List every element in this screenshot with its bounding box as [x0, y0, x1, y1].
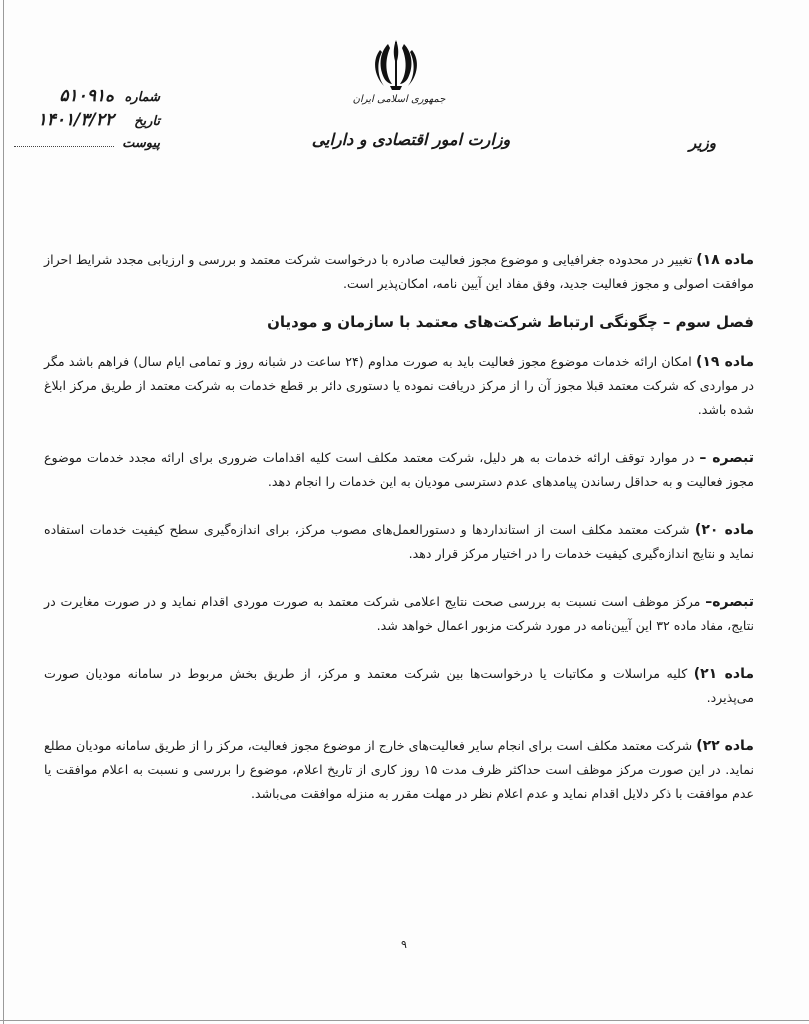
letter-attachment [10, 136, 160, 151]
note-2 [44, 590, 754, 638]
date-label: تاریخ [134, 114, 160, 129]
article-heading: ماده ۲۰) [694, 522, 754, 538]
article-heading: ماده ۲۱) [693, 666, 754, 682]
article-18 [44, 248, 754, 296]
scan-edge-bottom [0, 1020, 809, 1021]
scan-edge-left [3, 0, 4, 1024]
article-text: شرکت معتمد مکلف است از استانداردها و دستورالعمل‌های مصوب مرکز، برای اندازه‌گیری سطح کیفیت خدمات استفاده نماید و نتایج اندازه‌گیری کیفیت خدمات را در اختیار مرکز قرار دهد. [44, 522, 754, 561]
article-text: تغییر در محدوده جغرافیایی و موضوع مجوز فعالیت صادره با درخواست شرکت معتمد و بررسی و ارزیابی مجدد شرایط احراز موافقت اصولی و مجوز فعالیت جدید، وفق مفاد این آیین نامه، امکان‌پذیر است. [44, 252, 754, 291]
ministry-name: وزارت امور اقتصادی و دارایی [311, 130, 511, 149]
article-text: کلیه مراسلات و مکاتبات یا درخواست‌ها بین شرکت معتمد و مرکز، از طریق بخش مربوط در سامانه مودیان صورت می‌پذیرد. [44, 666, 754, 705]
letter-date [10, 110, 160, 130]
article-heading: ماده ۱۹) [695, 354, 754, 370]
chapter-title: فصل سوم – چگونگی ارتباط شرکت‌های معتمد با سازمان و مودیان [267, 313, 754, 331]
letter-number [10, 86, 160, 106]
article-21 [44, 662, 754, 710]
document-body [44, 248, 754, 830]
article-20 [44, 518, 754, 566]
article-22 [44, 734, 754, 806]
article-heading: ماده ۲۲) [696, 738, 754, 754]
minister-label: وزیر [689, 134, 716, 152]
note-text: مرکز موظف است نسبت به بررسی صحت نتایج اعلامی شرکت معتمد به صورت موردی اقدام نماید و در صورت مغایرت در نتایج، مفاد ماده ۳۲ این آیین‌نامه در مورد شرکت مزبور اعمال خواهد شد. [44, 594, 754, 633]
article-heading: ماده ۱۸) [696, 252, 755, 268]
page-number: ۹ [401, 938, 407, 951]
attachment-label: پیوست [122, 136, 160, 151]
note-heading: تبصره – [699, 450, 754, 466]
note-text: در موارد توقف ارائه خدمات به هر دلیل، شرکت معتمد مکلف است کلیه اقدامات ضروری برای ارائه مجدد خدمات موضوع مجوز فعالیت و به حداقل رساندن پیامدهای عدم دسترسی مودیان به این خدمات را انجام دهد. [44, 450, 754, 489]
number-label: شماره [124, 90, 160, 105]
iran-emblem-icon [366, 34, 426, 94]
note-1 [44, 446, 754, 494]
article-text: امکان ارائه خدمات موضوع مجوز فعالیت باید به صورت مداوم (۲۴ ساعت در شبانه روز و تمامی ایام سال) فراهم باشد مگر در مواردی که شرکت معتمد قبلا مجوز آن را از مرکز دریافت نموده یا دستوری دائر بر قطع خدمات به شرکت معتمد از طریق مرکز ابلاغ شده باشد. [44, 354, 754, 417]
note-heading: تبصره– [705, 594, 754, 610]
article-19 [44, 350, 754, 422]
number-value: ۵۱۰۹۱ه [59, 86, 114, 106]
article-text: شرکت معتمد مکلف است برای انجام سایر فعالیت‌های خارج از موضوع مجوز فعالیت، مرکز را از طریق سامانه مودیان مطلع نماید. در این صورت مرکز موظف است حداکثر ظرف مدت ۱۵ روز کاری از تاریخ اعلام، موضوع را بررسی و نسبت به اعلام موافقت یا عدم موافقت با ذکر دلایل اقدام نماید و عدم اعلام نظر در مهلت مقرر به منزله موافقت می‌باشد. [44, 738, 754, 801]
date-value: ۱۴۰۱/۳/۲۲ [37, 110, 114, 130]
attachment-dots [14, 136, 114, 147]
country-name: جمهوری اسلامی ایران [352, 94, 446, 105]
